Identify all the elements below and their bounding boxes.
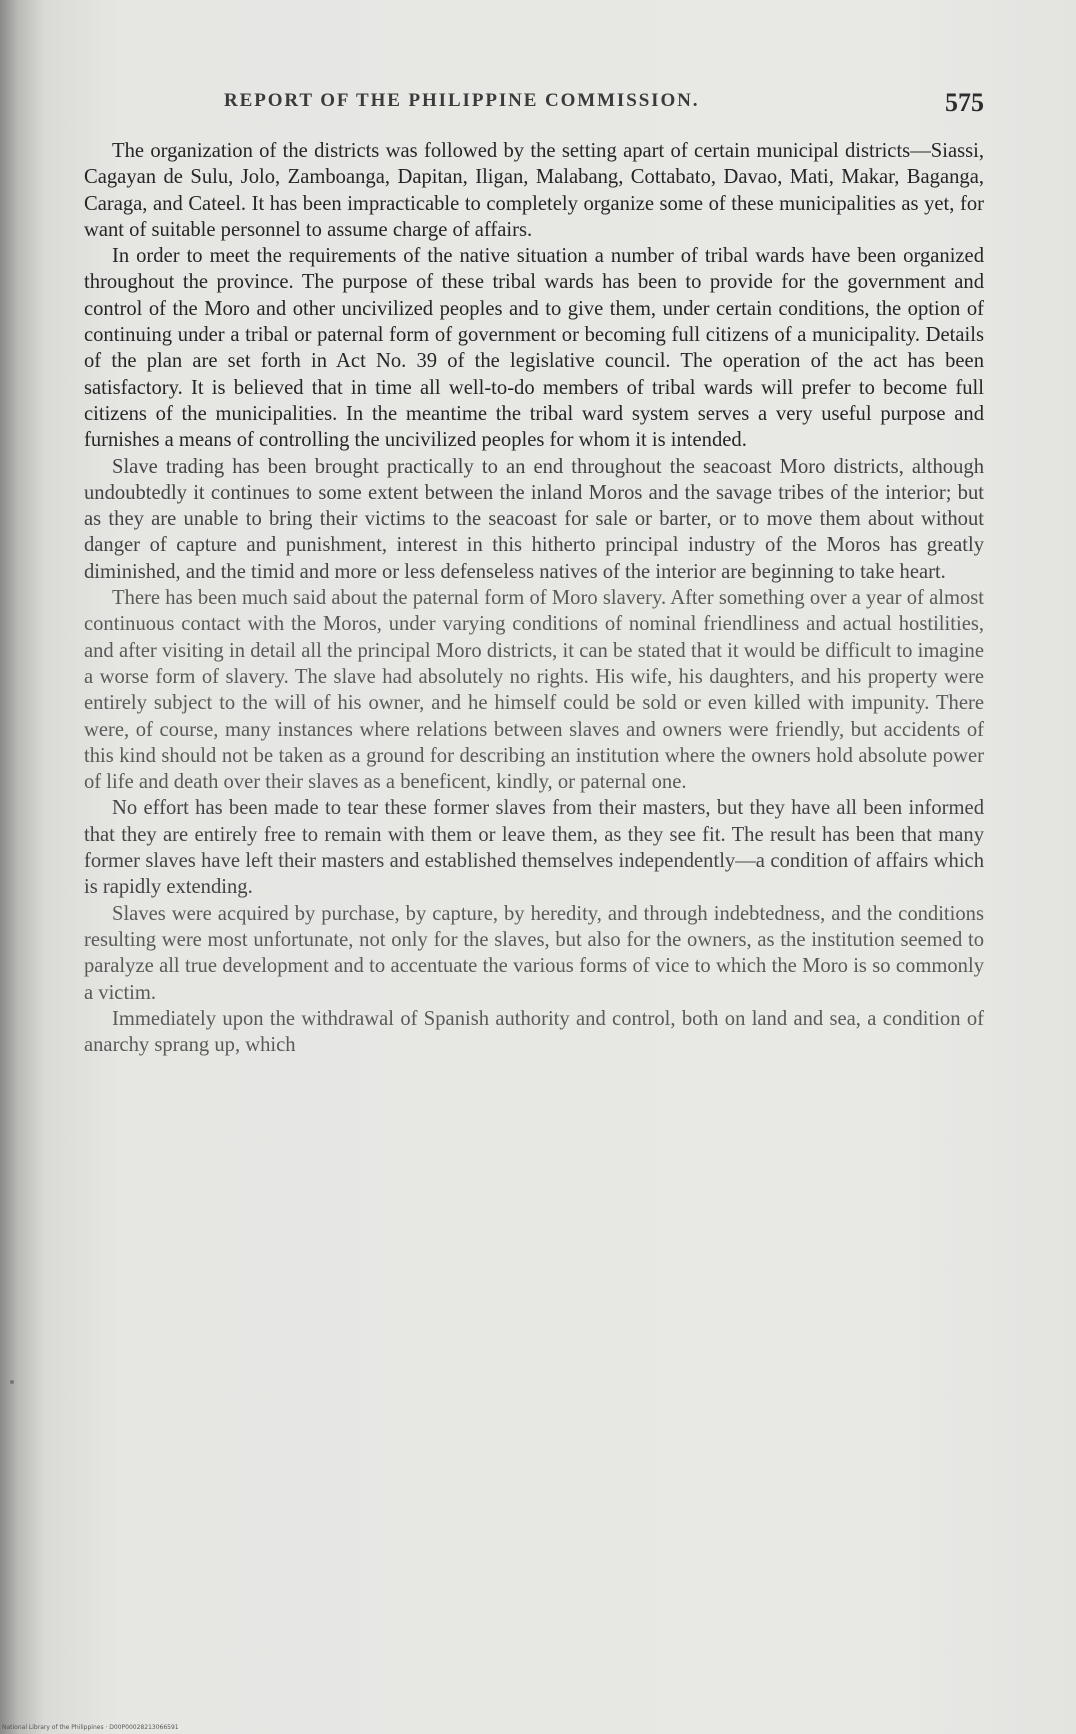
running-head: REPORT OF THE PHILIPPINE COMMISSION. — [224, 90, 700, 111]
paragraph-former-slaves: No effort has been made to tear these former slaves from their masters, but they have all been informed that they are entirely free to remain with them or leave them, as they see fit. The result has been that many former slaves have left their masters and established themselves independently—a condition of affairs which is rapidly extending. — [84, 797, 984, 899]
paragraph-districts: The organization of the districts was followed by the setting apart of certain municipal districts—Siassi, Cagayan de Sulu, Jolo, Zamboanga, Dapitan, Iligan, Malabang, Cottabato, Davao, Mati, Makar, Baganga, Caraga, and Cateel. It has been impracticable to completely organize some of these municipalities as yet, for want of suitable personnel to assume charge of affairs. — [84, 140, 984, 241]
paragraph-moro-slavery: There has been much said about the paternal form of Moro slavery. After something over a year of almost continuous contact with the Moros, under varying conditions of nominal friendliness and actual hostilities, and after visiting in detail all the principal Moro districts, it can be stated that it would be difficult to imagine a worse form of slavery. The slave had absolutely no rights. His wife, his daughters, and his property were entirely subject to the will of his owner, and he himself could be sold or even killed with impunity. There were, of course, many instances where relations between slaves and owners were friendly, but accidents of this kind should not be taken as a ground for describing an institution where the owners hold absolute power of life and death over their slaves as a beneficent, kindly, or paternal one. — [84, 587, 984, 794]
paragraph-tribal-wards: In order to meet the requirements of the native situation a number of tribal wards have been organized throughout the province. The purpose of these tribal wards has been to provide for the government and control of the Moro and other uncivilized peoples and to give them, under certain conditions, the option of continuing under a tribal or paternal form of government or becoming full citizens of a municipality. Details of the plan are set forth in Act No. 39 of the legislative council. The operation of the act has been satisfactory. It is believed that in time all well-to-do members of tribal wards will prefer to become full citizens of the municipalities. In the meantime the tribal ward system serves a very useful purpose and furnishes a means of controlling the uncivilized peoples for whom it is intended. — [84, 245, 984, 452]
paragraph-slave-acquisition: Slaves were acquired by purchase, by capture, by heredity, and through indebtedness, and the conditions resulting were most unfortunate, not only for the slaves, but also for the owners, as the institution seemed to paralyze all true development and to accentuate the various forms of vice to which the Moro is so commonly a victim. — [84, 902, 984, 1004]
page-number: 575 — [945, 88, 984, 117]
paragraph-spanish-withdrawal: Immediately upon the withdrawal of Spanish authority and control, both on land and sea, a condition of anarchy sprang up, which — [84, 1007, 984, 1057]
body-text — [84, 138, 984, 1058]
source-mark: National Library of the Philippines · D00P00028213066591 — [2, 1724, 179, 1731]
paragraph-slave-trading: Slave trading has been brought practically to an end throughout the seacoast Moro districts, although undoubtedly it continues to some extent between the inland Moros and the savage tribes of the interior; but as they are unable to bring their victims to the seacoast for sale or barter, or to move them about without danger of capture and punishment, interest in this hitherto principal industry of the Moros has greatly diminished, and the timid and more or less defenseless natives of the interior are beginning to take heart. — [84, 455, 984, 583]
page-header — [224, 88, 984, 122]
scan-speck — [10, 1380, 14, 1384]
